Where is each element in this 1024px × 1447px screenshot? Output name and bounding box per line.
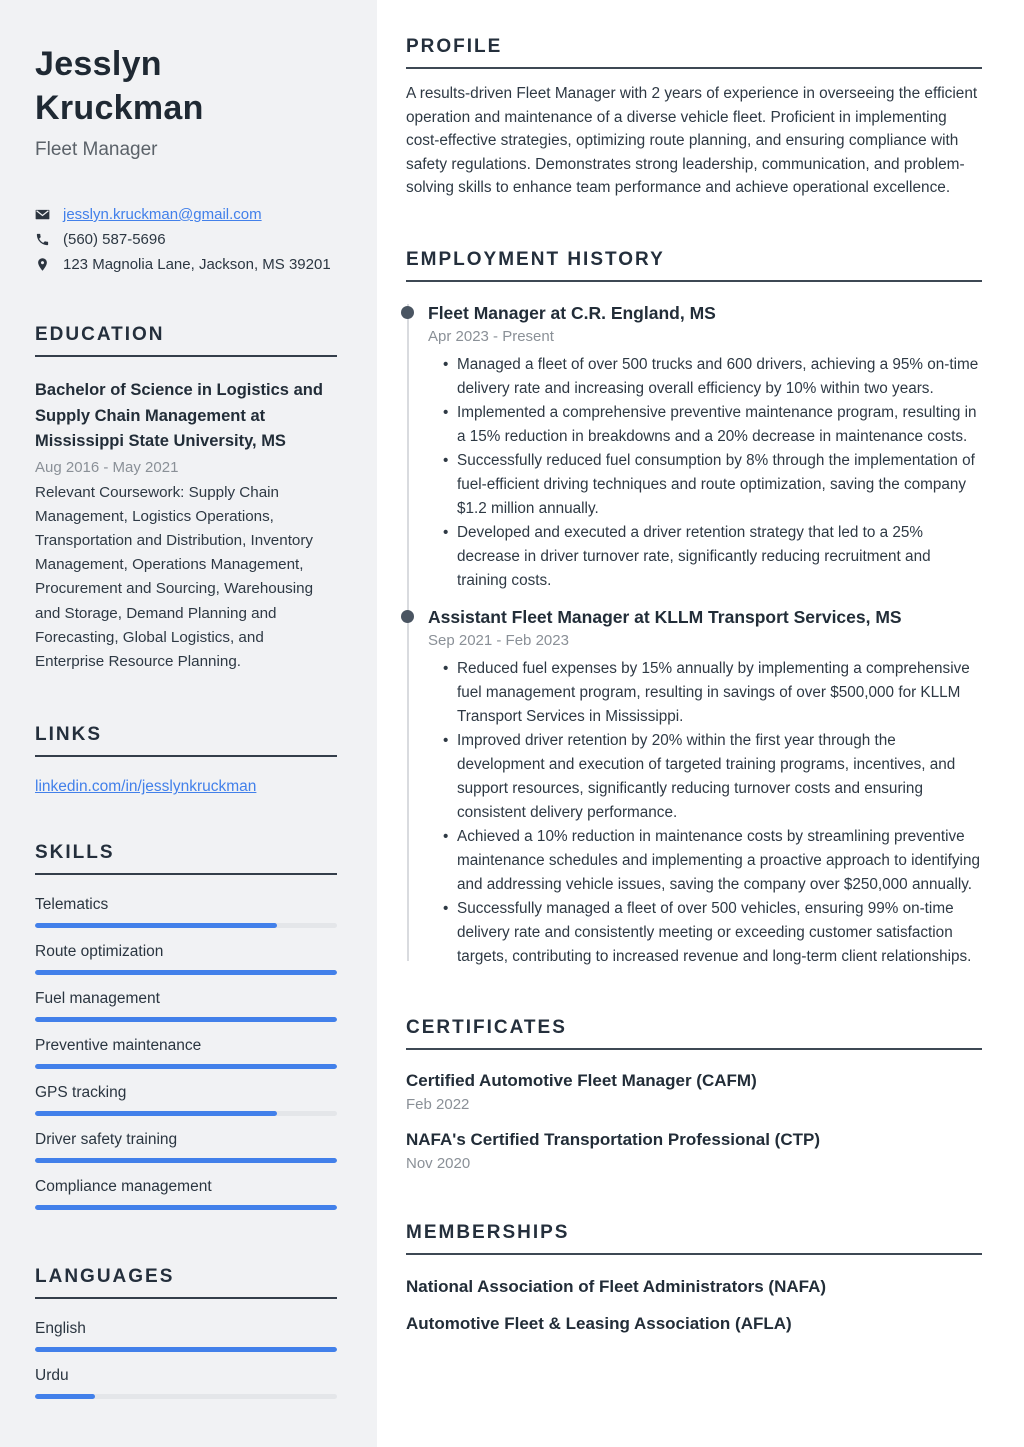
education-section [35, 324, 337, 674]
language-bar-fill [35, 1347, 337, 1352]
skill-label: Preventive maintenance [35, 1037, 202, 1055]
skill-bar-fill [35, 1064, 337, 1069]
contact-email-row [35, 202, 337, 227]
skill-label: Compliance management [35, 1178, 212, 1196]
skill-label: GPS tracking [35, 1084, 127, 1102]
language-bar-track [35, 1394, 337, 1399]
person-name: Jesslyn Kruckman [35, 45, 204, 127]
job-bullet: • Successfully managed a fleet of over 500 vehicles, ensuring 99% on-time delivery rate and consistently meeting or exceeding customer satisfaction targets, contributing to increased revenue and long-term client relationships. [443, 897, 982, 969]
profile-section [406, 36, 982, 200]
job-bullet-list [428, 657, 982, 969]
contact-block [35, 202, 337, 277]
certificate-dates: Nov 2020 [406, 1154, 471, 1172]
envelope-icon [35, 207, 53, 222]
languages-section [35, 1266, 337, 1399]
skill-bar-track [35, 1111, 337, 1116]
job-bullet: • Implemented a comprehensive preventive maintenance program, resulting in a 15% reduction in breakdowns and a 20% decrease in maintenance costs. [443, 401, 982, 449]
certificate-title: NAFA's Certified Transportation Professional (CTP) [406, 1129, 820, 1149]
skill-bar-track [35, 923, 337, 928]
skill-bar-track [35, 1064, 337, 1069]
job-bullet: • Managed a fleet of over 500 trucks and 600 drivers, achieving a 95% on-time delivery rate and increasing overall efficiency by 10% within two years. [443, 353, 982, 401]
certificates-section [406, 1017, 982, 1172]
education-description: Relevant Coursework: Supply Chain Management, Logistics Operations, Transportation and Distribution, Inventory Management, Operations Management, Procurement and Sourcing, Warehousing and Storage, Demand Planning and Forecasting, Global Logistics, and Enterprise Resource Planning. [35, 483, 314, 670]
links-heading: LINKS [35, 724, 337, 757]
job-bullet: • Improved driver retention by 20% within the first year through the development and execution of targeted training programs, incentives, and support resources, significantly reducing turnover costs and ensuring consistent delivery performance. [443, 729, 982, 825]
membership-item: Automotive Fleet & Leasing Association (AFLA) [406, 1313, 792, 1333]
skill-item [35, 895, 337, 928]
certificate-item [406, 1129, 982, 1172]
job-dates: Sep 2021 - Feb 2023 [428, 631, 569, 649]
languages-heading: LANGUAGES [35, 1266, 337, 1299]
skill-bar-track [35, 1017, 337, 1022]
skills-section [35, 842, 337, 1210]
membership-item: National Association of Fleet Administrators (NAFA) [406, 1276, 827, 1296]
skill-bar-track [35, 1205, 337, 1210]
skill-item [35, 1177, 337, 1210]
skill-item [35, 1036, 337, 1069]
address-text: 123 Magnolia Lane, Jackson, MS 39201 [63, 256, 331, 273]
skill-label: Route optimization [35, 943, 164, 961]
job-entry [406, 302, 982, 593]
job-bullet: • Developed and executed a driver retention strategy that led to a 25% decrease in driver turnover rate, significantly reducing recruitment and training costs. [443, 521, 982, 593]
linkedin-link[interactable]: linkedin.com/in/jesslynkruckman [35, 778, 257, 796]
education-heading: EDUCATION [35, 324, 337, 357]
profile-text: A results-driven Fleet Manager with 2 years of experience in overseeing the efficient operation and maintenance of a diverse vehicle fleet. Proficient in implementing cost-effective strategies, optimizing route planning, and ensuring compliance with safety regulations. Demonstrates strong leadership, communication, and problem-solving skills to enhance team performance and achieve operational excellence. [406, 85, 978, 196]
skill-bar-track [35, 1158, 337, 1163]
certificate-dates: Feb 2022 [406, 1095, 470, 1113]
map-pin-icon [35, 257, 53, 272]
skill-bar-fill [35, 970, 337, 975]
main-column [377, 0, 1024, 1447]
language-label: English [35, 1320, 86, 1338]
link-item [35, 778, 337, 796]
skill-bar-fill [35, 1111, 277, 1116]
job-title: Assistant Fleet Manager at KLLM Transport Services, MS [428, 606, 902, 627]
skill-bar-fill [35, 1205, 337, 1210]
employment-history-heading: EMPLOYMENT HISTORY [406, 249, 982, 282]
profile-heading: PROFILE [406, 36, 982, 69]
certificates-heading: CERTIFICATES [406, 1017, 982, 1050]
employment-timeline [406, 302, 982, 969]
language-item [35, 1366, 337, 1399]
skill-label: Fuel management [35, 990, 160, 1008]
skill-bar-fill [35, 1017, 337, 1022]
job-bullet: • Reduced fuel expenses by 15% annually by implementing a comprehensive fuel management program, resulting in savings of over $500,000 for KLLM Transport Services in Mississippi. [443, 657, 982, 729]
language-item [35, 1319, 337, 1352]
phone-number: (560) 587-5696 [63, 231, 166, 248]
skill-bar-fill [35, 1158, 337, 1163]
skill-item [35, 1083, 337, 1116]
email-link[interactable]: jesslyn.kruckman@gmail.com [63, 206, 262, 223]
skill-bar-track [35, 970, 337, 975]
degree-title: Bachelor of Science in Logistics and Supply Chain Management at Mississippi State University, MS [35, 381, 323, 450]
education-dates: Aug 2016 - May 2021 [35, 458, 179, 476]
skill-item [35, 1130, 337, 1163]
contact-address-row [35, 252, 337, 277]
phone-icon [35, 232, 53, 247]
language-bar-track [35, 1347, 337, 1352]
timeline-dot-icon [401, 306, 414, 319]
skill-label: Telematics [35, 896, 109, 914]
skill-bar-fill [35, 923, 277, 928]
sidebar [0, 0, 377, 1447]
certificate-title: Certified Automotive Fleet Manager (CAFM) [406, 1070, 757, 1090]
memberships-section [406, 1222, 982, 1335]
skills-heading: SKILLS [35, 842, 337, 875]
language-bar-fill [35, 1394, 95, 1399]
contact-phone-row [35, 227, 337, 252]
person-job-title: Fleet Manager [35, 139, 158, 160]
skill-item [35, 942, 337, 975]
skill-item [35, 989, 337, 1022]
job-bullet-list [428, 353, 982, 593]
skill-label: Driver safety training [35, 1131, 178, 1149]
timeline-dot-icon [401, 610, 414, 623]
job-bullet: • Successfully reduced fuel consumption by 8% through the implementation of fuel-efficient driving techniques and route optimization, saving the company $1.2 million annually. [443, 449, 982, 521]
certificate-item [406, 1070, 982, 1113]
memberships-heading: MEMBERSHIPS [406, 1222, 982, 1255]
language-label: Urdu [35, 1367, 69, 1385]
links-section [35, 724, 337, 796]
job-entry [406, 606, 982, 969]
job-bullet: • Achieved a 10% reduction in maintenance costs by streamlining preventive maintenance schedules and implementing a proactive approach to identifying and addressing vehicle issues, saving the company over $250,000 annually. [443, 825, 982, 897]
employment-history-section [406, 249, 982, 969]
job-title: Fleet Manager at C.R. England, MS [428, 302, 716, 323]
job-dates: Apr 2023 - Present [428, 327, 554, 345]
